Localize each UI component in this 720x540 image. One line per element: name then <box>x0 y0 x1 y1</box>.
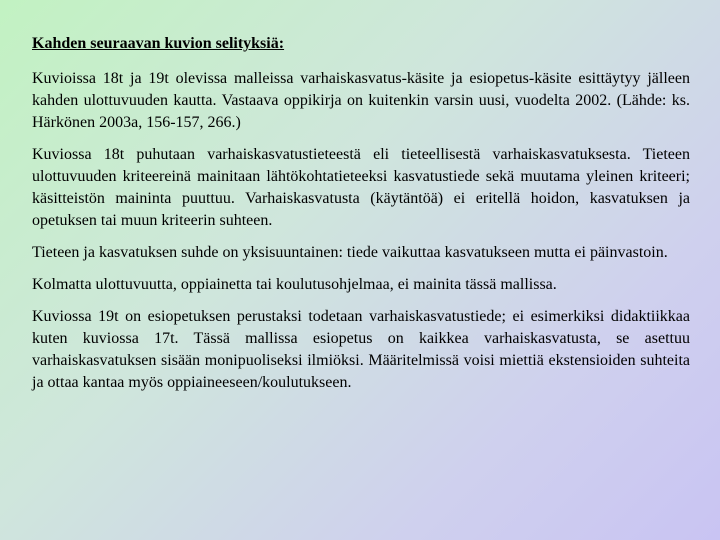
paragraph-2: Kuviossa 18t puhutaan varhaiskasvatustieteestä eli tieteellisestä varhaiskasvatuksesta. Tieteen ulottuvuuden kriteereinä mainitaan lähtökohtatieteeksi kasvatustiede sekä muutama yleinen kriteeri; käsitteistön maininta puuttuu. Varhaiskasvatusta (käytäntöä) ei eritellä hoidon, kasvatuksen ja opetuksen tai muun kriteerin suhteen. <box>32 146 690 229</box>
slide-heading: Kahden seuraavan kuvion selityksiä: <box>32 35 285 52</box>
paragraph-3: Tieteen ja kasvatuksen suhde on yksisuuntainen: tiede vaikuttaa kasvatukseen mutta ei päinvastoin. <box>32 244 668 261</box>
slide-content <box>32 34 690 404</box>
paragraph-1: Kuvioissa 18t ja 19t olevissa malleissa varhaiskasvatus-käsite ja esiopetus-käsite esittäytyy jälleen kahden ulottuvuuden kautta. Vastaava oppikirja on kuitenkin varsin uusi, vuodelta 2002. (Lähde: ks. Härkönen 2003a, 156-157, 266.) <box>32 70 690 131</box>
paragraph-4: Kolmatta ulottuvuutta, oppiainetta tai koulutusohjelmaa, ei mainita tässä mallissa. <box>32 276 557 293</box>
paragraph-5: Kuviossa 19t on esiopetuksen perustaksi todetaan varhaiskasvatustiede; ei esimerkiksi didaktiikkaa kuten kuviossa 17t. Tässä mallissa esiopetus on kaikkea varhaiskasvatusta, se asettuu varhaiskasvatuksen sisään monipuoliseksi ilmiöksi. Määritelmissä voisi miettiä ekstensioiden suhteita ja ottaa kantaa myös oppiaineeseen/koulutukseen. <box>32 308 690 391</box>
